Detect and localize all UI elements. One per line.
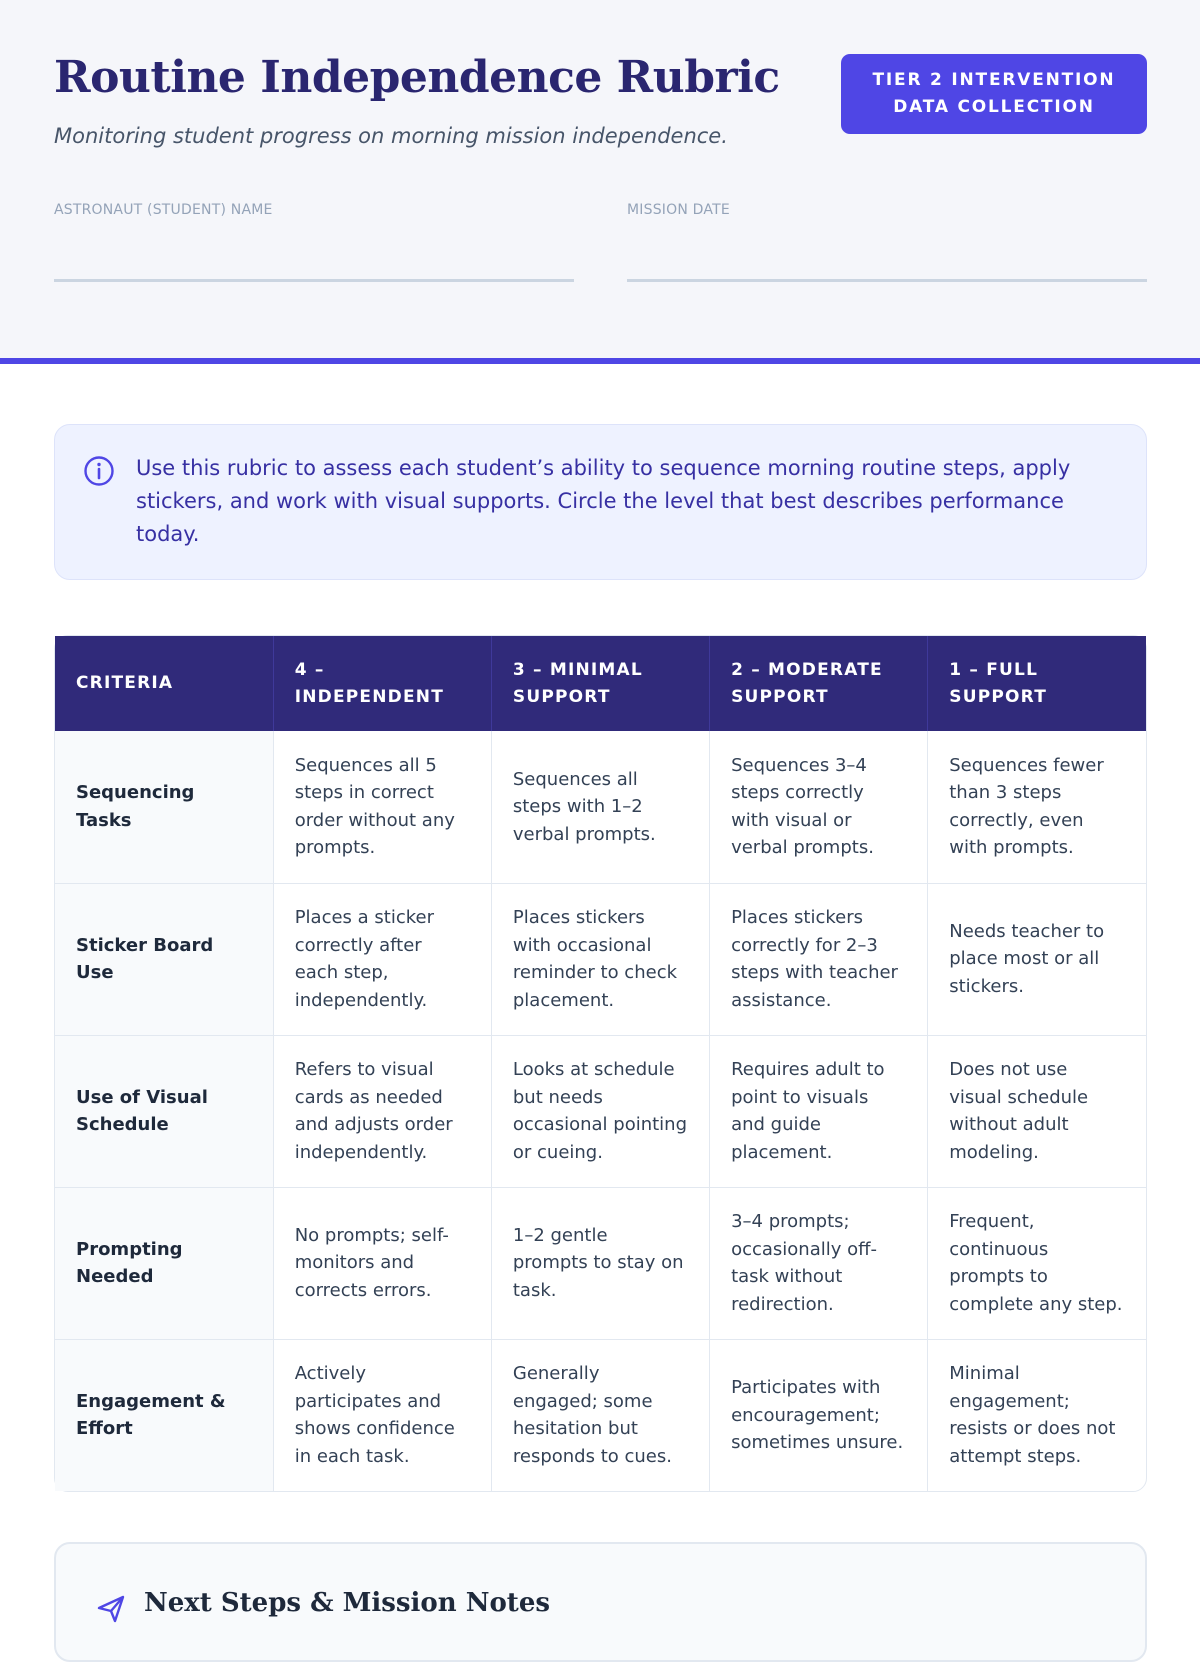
rubric-cell-level-1[interactable]: Does not use visual schedule without adult modeling. <box>928 1035 1146 1187</box>
page-subtitle: Monitoring student progress on morning mission independence. <box>54 124 728 148</box>
rubric-cell-level-2[interactable]: Places stickers correctly for 2–3 steps with teacher assistance. <box>710 883 928 1035</box>
rubric-cell-level-1[interactable]: Minimal engagement; resists or does not attempt steps. <box>928 1339 1146 1491</box>
student-name-field[interactable] <box>54 279 574 282</box>
header-level-4: 4 – INDEPENDENT <box>273 636 491 731</box>
rubric-cell-level-3[interactable]: Generally engaged; some hesitation but responds to cues. <box>491 1339 709 1491</box>
criterion-label: Engagement & Effort <box>55 1339 273 1491</box>
rubric-cell-level-4[interactable]: Actively participates and shows confidence in each task. <box>273 1339 491 1491</box>
tier-badge-line1: TIER 2 INTERVENTION <box>872 70 1116 90</box>
table-row <box>55 1339 1146 1491</box>
table-row <box>55 883 1146 1035</box>
criterion-label: Prompting Needed <box>55 1187 273 1339</box>
instructions-box <box>54 424 1147 580</box>
table-row <box>55 1187 1146 1339</box>
rubric-cell-level-4[interactable]: Sequences all 5 steps in correct order without any prompts. <box>273 731 491 883</box>
page-title: Routine Independence Rubric <box>54 52 780 103</box>
rubric-cell-level-4[interactable]: No prompts; self-monitors and corrects errors. <box>273 1187 491 1339</box>
notes-section <box>54 1542 1147 1662</box>
rubric-cell-level-2[interactable]: 3–4 prompts; occasionally off-task without redirection. <box>710 1187 928 1339</box>
header-level-2: 2 – MODERATE SUPPORT <box>710 636 928 731</box>
rubric-cell-level-2[interactable]: Requires adult to point to visuals and guide placement. <box>710 1035 928 1187</box>
criterion-label: Sequencing Tasks <box>55 731 273 883</box>
mission-date-label: MISSION DATE <box>627 202 730 218</box>
rubric-header-row <box>55 636 1146 731</box>
student-name-label: ASTRONAUT (STUDENT) NAME <box>54 202 273 218</box>
rubric-cell-level-2[interactable]: Participates with encouragement; sometimes unsure. <box>710 1339 928 1491</box>
table-row <box>55 1035 1146 1187</box>
paper-plane-icon <box>96 1594 126 1624</box>
rubric-cell-level-2[interactable]: Sequences 3–4 steps correctly with visual or verbal prompts. <box>710 731 928 883</box>
rubric-cell-level-1[interactable]: Needs teacher to place most or all stickers. <box>928 883 1146 1035</box>
header-level-1: 1 – FULL SUPPORT <box>928 636 1146 731</box>
tier-badge <box>841 54 1147 134</box>
rubric-cell-level-3[interactable]: 1–2 gentle prompts to stay on task. <box>491 1187 709 1339</box>
info-circle-icon <box>83 455 115 487</box>
tier-badge-line2: DATA COLLECTION <box>893 97 1095 117</box>
mission-date-field[interactable] <box>627 279 1147 282</box>
header-section <box>0 0 1200 364</box>
notes-title: Next Steps & Mission Notes <box>144 1588 550 1618</box>
header-criteria: CRITERIA <box>55 636 273 731</box>
rubric-cell-level-3[interactable]: Places stickers with occasional reminder to check placement. <box>491 883 709 1035</box>
instructions-text: Use this rubric to assess each student’s ability to sequence morning routine steps, apply stickers, and work with visual supports. Circle the level that best describes performance today. <box>136 456 1071 546</box>
criterion-label: Sticker Board Use <box>55 883 273 1035</box>
criterion-label: Use of Visual Schedule <box>55 1035 273 1187</box>
table-row <box>55 731 1146 883</box>
rubric-table <box>54 635 1147 1492</box>
rubric-cell-level-4[interactable]: Places a sticker correctly after each step, independently. <box>273 883 491 1035</box>
rubric-cell-level-3[interactable]: Looks at schedule but needs occasional pointing or cueing. <box>491 1035 709 1187</box>
rubric-cell-level-1[interactable]: Frequent, continuous prompts to complete any step. <box>928 1187 1146 1339</box>
rubric-cell-level-4[interactable]: Refers to visual cards as needed and adjusts order independently. <box>273 1035 491 1187</box>
rubric-cell-level-1[interactable]: Sequences fewer than 3 steps correctly, even with prompts. <box>949 754 1104 859</box>
rubric-cell-level-3[interactable]: Sequences all steps with 1–2 verbal prompts. <box>491 731 709 883</box>
header-level-3: 3 – MINIMAL SUPPORT <box>491 636 709 731</box>
